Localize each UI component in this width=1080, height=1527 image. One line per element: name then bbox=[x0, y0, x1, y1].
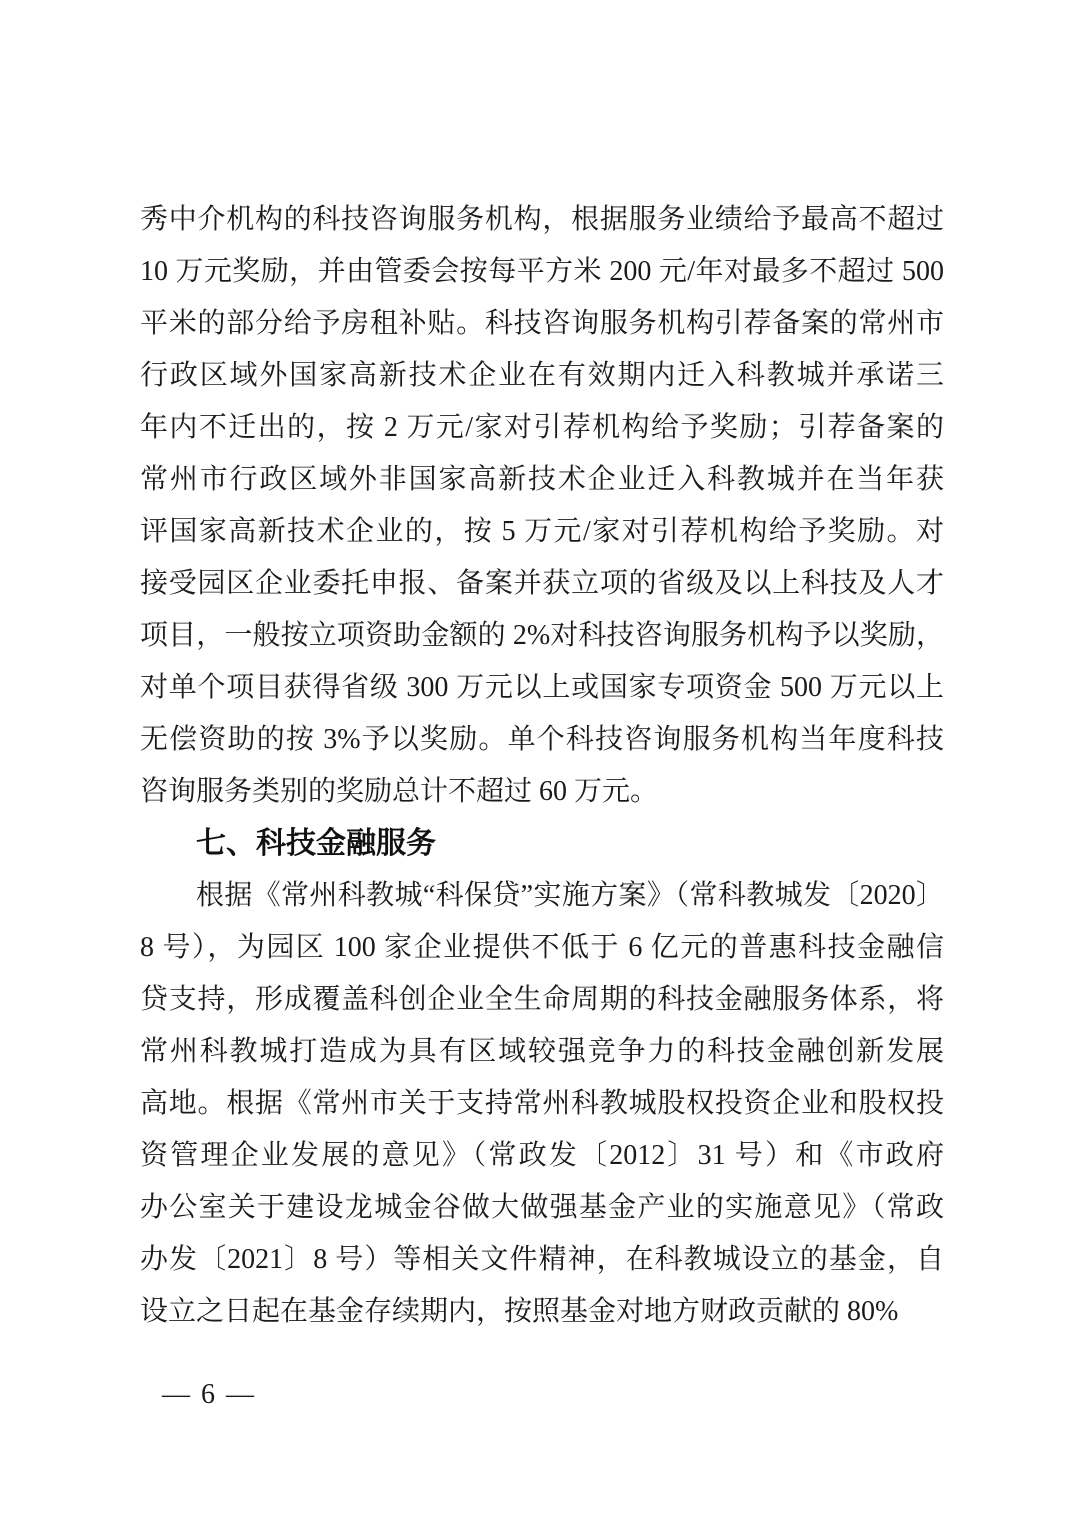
text-line: 秀中介机构的科技咨询服务机构，根据服务业绩给予最高不超过 bbox=[140, 204, 944, 235]
document-body bbox=[140, 194, 944, 1338]
text-line: 8 号），为园区 100 家企业提供不低于 6 亿元的普惠科技金融信 bbox=[140, 932, 944, 963]
text-line: 平米的部分给予房租补贴。科技咨询服务机构引荐备案的常州市 bbox=[140, 308, 944, 339]
paragraph-consulting-services bbox=[140, 194, 944, 818]
text-line: 年内不迁出的，按 2 万元/家对引荐机构给予奖励；引荐备案的 bbox=[140, 412, 944, 443]
page-number: — 6 — bbox=[162, 1379, 256, 1410]
text-line: 行政区域外国家高新技术企业在有效期内迁入科教城并承诺三 bbox=[140, 360, 944, 391]
text-line: 对单个项目获得省级 300 万元以上或国家专项资金 500 万元以上 bbox=[140, 672, 944, 703]
text-line: 根据《常州科教城“科保贷”实施方案》（常科教城发〔2020〕 bbox=[196, 880, 944, 911]
text-line: 设立之日起在基金存续期内，按照基金对地方财政贡献的 80% bbox=[140, 1296, 899, 1327]
section-heading: 七、科技金融服务 bbox=[196, 827, 436, 860]
text-line: 无偿资助的按 3%予以奖励。单个科技咨询服务机构当年度科技 bbox=[140, 724, 944, 755]
text-line: 接受园区企业委托申报、备案并获立项的省级及以上科技及人才 bbox=[140, 568, 944, 599]
text-line: 咨询服务类别的奖励总计不超过 60 万元。 bbox=[140, 776, 659, 807]
text-line: 办发〔2021〕8 号）等相关文件精神，在科教城设立的基金，自 bbox=[140, 1244, 944, 1275]
text-line: 常州科教城打造成为具有区域较强竞争力的科技金融创新发展 bbox=[140, 1036, 944, 1067]
text-line: 10 万元奖励，并由管委会按每平方米 200 元/年对最多不超过 500 bbox=[140, 256, 944, 287]
text-line: 项目，一般按立项资助金额的 2%对科技咨询服务机构予以奖励， bbox=[140, 620, 944, 651]
text-line: 高地。根据《常州市关于支持常州科教城股权投资企业和股权投 bbox=[140, 1088, 944, 1119]
text-line: 资管理企业发展的意见》（常政发〔2012〕31 号）和《市政府 bbox=[140, 1140, 944, 1171]
text-line: 评国家高新技术企业的，按 5 万元/家对引荐机构给予奖励。对 bbox=[140, 516, 944, 547]
text-line: 贷支持，形成覆盖科创企业全生命周期的科技金融服务体系，将 bbox=[140, 984, 944, 1015]
text-line: 办公室关于建设龙城金谷做大做强基金产业的实施意见》（常政 bbox=[140, 1192, 944, 1223]
text-line: 常州市行政区域外非国家高新技术企业迁入科教城并在当年获 bbox=[140, 464, 944, 495]
paragraph-tech-finance bbox=[140, 870, 944, 1338]
